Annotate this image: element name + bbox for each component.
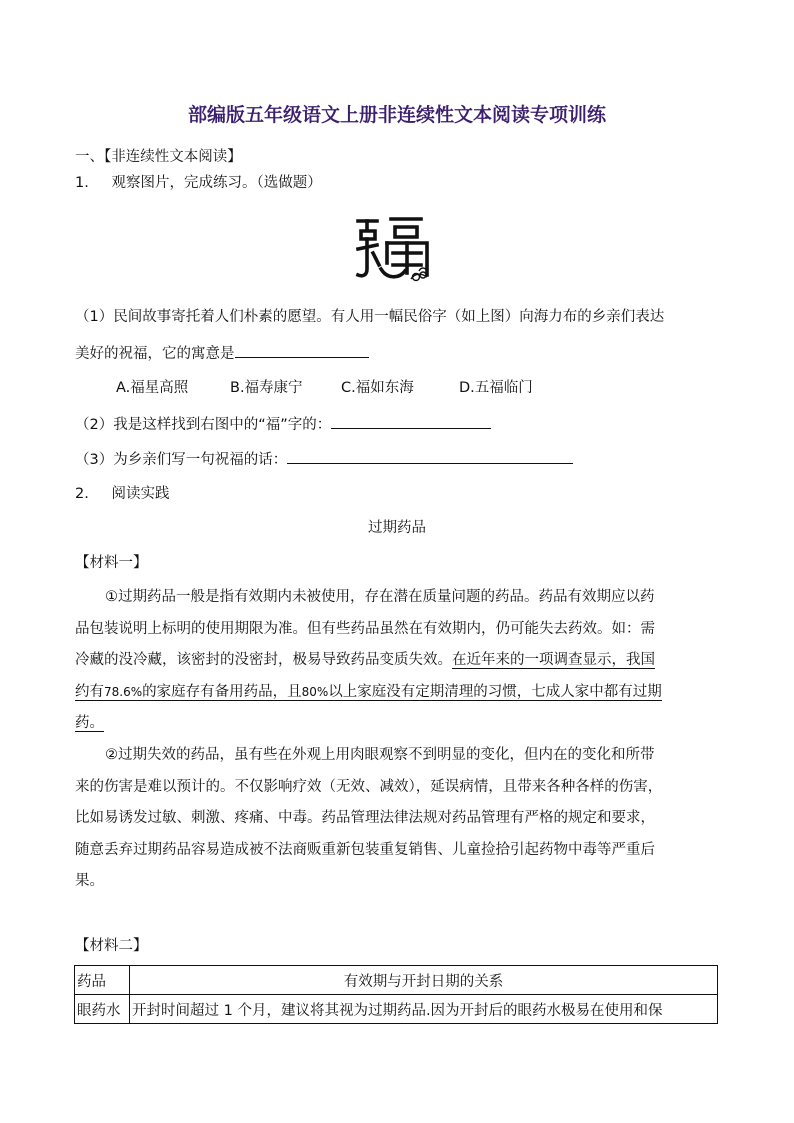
document-title: 部编版五年级语文上册非连续性文本阅读专项训练: [187, 104, 606, 126]
paragraph-line: 果。: [75, 873, 104, 889]
percent-value: 80%: [301, 684, 329, 699]
paragraph-line: [75, 708, 721, 740]
table-cell: 开封时间超过 1 个月，建议将其视为过期药品.因为开封后的眼药水极易在使用和保: [130, 995, 718, 1024]
underlined-text: 在近年来的一项调查显示，我国: [452, 652, 655, 668]
underlined-text: 药。: [75, 715, 104, 731]
material-1-label: 【材料一】: [75, 555, 148, 571]
subquestion-1-text: 美好的祝福，它的寓意是: [75, 346, 235, 362]
material-2-label: 【材料二】: [75, 938, 148, 954]
question-number: 1.: [75, 175, 89, 191]
question-1: [75, 172, 322, 194]
table-cell: 眼药水: [75, 995, 130, 1024]
text-span: 约有: [75, 683, 104, 700]
subquestion-2: [75, 412, 491, 436]
option-a: A.福星高照: [116, 380, 189, 396]
passage-title: 过期药品: [368, 520, 426, 536]
question-text: 观察图片，完成练习。（选做题）: [111, 175, 322, 191]
percent-value: 78.6%: [104, 684, 143, 699]
question-text: 阅读实践: [111, 486, 170, 502]
question-number: 2.: [75, 486, 89, 502]
paragraph-line: ①过期药品一般是指有效期内未被使用，存在潜在质量问题的药品。药品有效期应以药: [105, 589, 655, 605]
underlined-text: [75, 684, 662, 701]
question-2: [75, 483, 169, 505]
option-c: C.福如东海: [341, 380, 414, 396]
text-span: 冷藏的没冷藏，该密封的没密封，极易导致药品变质失效。: [75, 652, 452, 668]
text-span: 的家庭存有备用药品，且: [142, 683, 302, 700]
subquestion-2-text: （2）我是这样找到右图中的“福”字的：: [75, 417, 332, 433]
material-1-paragraph-2: [75, 740, 721, 898]
text-span: 以上家庭没有定期清理的习惯，七成人家中都有过期: [328, 683, 662, 700]
material-1-text: [75, 582, 721, 740]
fu-character-image: [355, 213, 439, 283]
table-header-row: [75, 966, 718, 995]
option-b: B.福寿康宁: [230, 380, 303, 396]
paragraph-line: 随意丢弃过期药品容易造成被不法商贩重新包装重复销售、儿童捡拾引起药物中毒等严重后: [75, 841, 655, 858]
options-row: [116, 377, 533, 399]
paragraph-line: 来的伤害是难以预计的。不仅影响疗效（无效、减效），延误病情，且带来各种各样的伤害，: [75, 778, 663, 795]
paragraph-line: 比如易诱发过敏、刺激、疼痛、中毒。药品管理法律法规对药品管理有严格的规定和要求，: [75, 810, 655, 826]
paragraph-line: [75, 645, 721, 677]
subquestion-1-line-2: [75, 341, 369, 365]
option-d: D.五福临门: [459, 380, 533, 396]
subquestion-3: [75, 447, 573, 471]
table-header-cell: 药品: [75, 966, 130, 995]
subquestion-1-line-1: （1）民间故事寄托着人们朴素的愿望。有人用一幅民俗字（如上图）向海力布的乡亲们表达: [75, 309, 665, 325]
section-heading: 一、【非连续性文本阅读】: [75, 149, 242, 165]
answer-blank[interactable]: [331, 412, 491, 429]
answer-blank[interactable]: [235, 341, 369, 358]
table-row: [75, 995, 718, 1024]
table-header-cell: 有效期与开封日期的关系: [130, 966, 718, 995]
paragraph-line: ②过期失效的药品，虽有些在外观上用肉眼观察不到明显的变化，但内在的变化和所带: [105, 747, 655, 763]
paragraph-line: [75, 677, 721, 709]
answer-blank[interactable]: [287, 447, 573, 464]
paragraph-line: 品包装说明上标明的使用期限为准。但有些药品虽然在有效期内，仍可能失去药效。如：需: [75, 620, 655, 637]
subquestion-3-text: （3）为乡亲们写一句祝福的话：: [75, 452, 288, 468]
material-2-table: [74, 965, 718, 1024]
